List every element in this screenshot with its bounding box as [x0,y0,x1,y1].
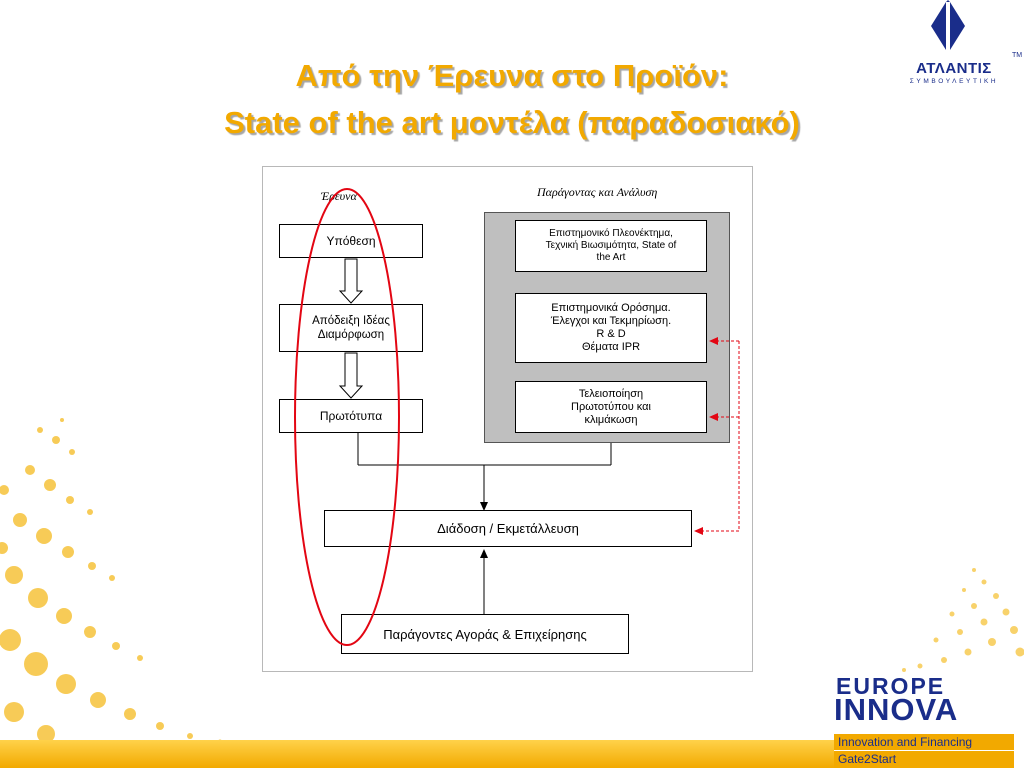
hollow-arrow-2 [340,353,362,398]
diagram-connectors [263,167,754,673]
flow-diagram [262,166,753,672]
europe-innova-logo-line1: EUROPE [836,673,946,699]
research-step-prototypes: Πρωτότυπα [279,399,423,433]
factor-box-prototype-refinement: Τελειοποίηση Πρωτοτύπου και κλιμάκωση [515,381,707,433]
hollow-arrow-1 [340,259,362,303]
market-factors-box: Παράγοντες Αγοράς & Επιχείρησης [341,614,629,654]
europe-innova-tagline1: Innovation and Financing [834,734,1014,750]
factors-heading: Παράγοντας και Ανάλυση [537,185,658,199]
factor-box-milestones: Επιστημονικά Ορόσημα. Έλεγχοι και Τεκμηρίωση. R & D Θέματα IPR [515,293,707,363]
atlantis-logo-subtitle: ΣΥΜΒΟΥΛΕΥΤΙΚΗ [909,78,999,85]
bottom-band [0,740,834,768]
slide-title-line2: State of the art μοντέλα (παραδοσιακό) [224,105,800,140]
research-step-proof-of-concept: Απόδειξη Ιδέας Διαμόρφωση [279,304,423,352]
atlantis-logo-name: ΑΤΛΑΝΤΙΣ [916,60,992,77]
decorative-dot-swirl-right [824,560,1024,760]
dissemination-box: Διάδοση / Εκμετάλλευση [324,510,692,547]
research-heading: Έρευνα [321,189,357,203]
research-highlight-ellipse [295,189,399,645]
atlantis-trademark: TM [1012,52,1023,59]
europe-innova-tagline2: Gate2Start [834,751,1014,768]
factor-box-scientific-advantage: Επιστημονικό Πλεονέκτημα, Τεχνική Βιωσιμότητα, State of the Art [515,220,707,272]
europe-innova-logo-line2: INNOVA [834,692,959,727]
slide-title-line1: Από την Έρευνα στο Προϊόν: [295,58,729,93]
research-step-hypothesis: Υπόθεση [279,224,423,258]
